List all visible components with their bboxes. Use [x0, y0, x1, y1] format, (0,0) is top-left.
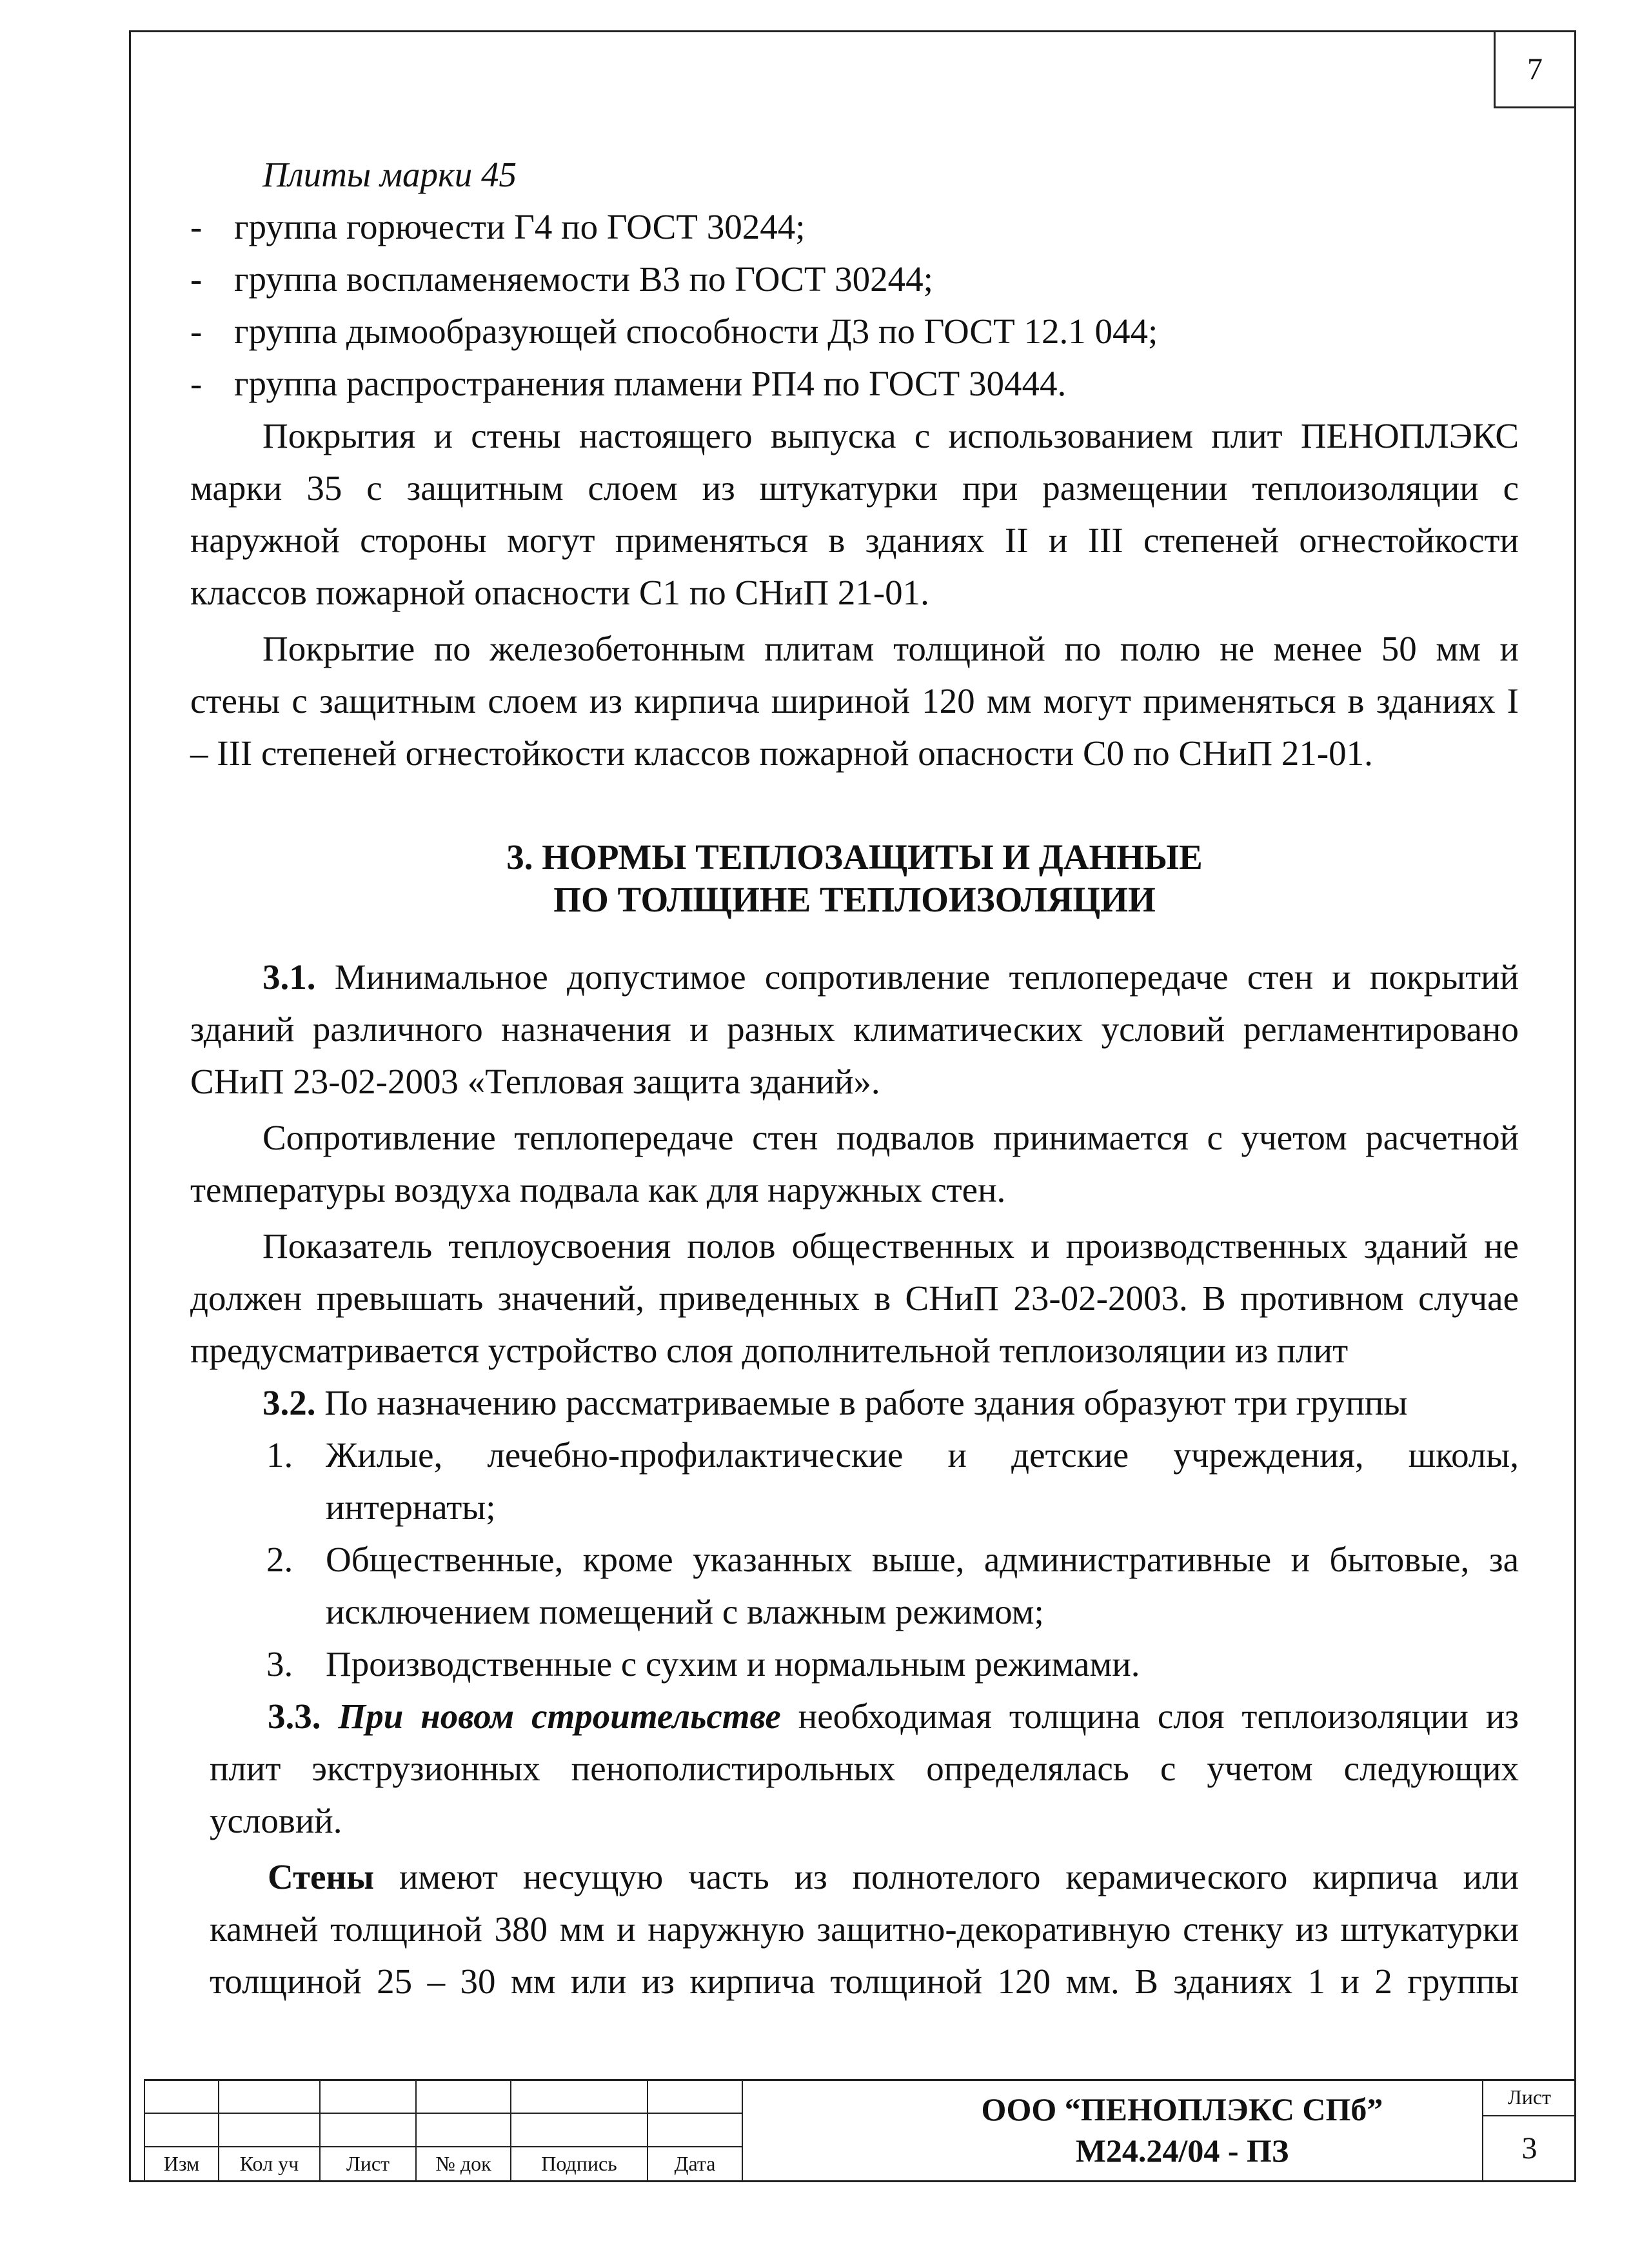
text-line: Показатель теплоусвоения полов общественных и производственных зданий не [262, 1226, 1519, 1266]
paragraph-3-2 [190, 1377, 1519, 1429]
text-line: условий. [210, 1801, 342, 1840]
emphasis-text: При новом строительстве [321, 1696, 781, 1736]
paragraph-basement [190, 1111, 1519, 1216]
text-line: Покрытия и стены настоящего выпуска с использованием плит ПЕНОПЛЭКС [262, 416, 1519, 455]
paragraph-3-1 [190, 951, 1519, 1108]
text-line: имеют несущую часть из полнотелого керамического кирпича или [374, 1857, 1519, 1896]
paragraph-walls [210, 1851, 1519, 2007]
col-header: Дата [648, 2147, 742, 2181]
text-line: наружной стороны могут применяться в зданиях II и III степеней огнестойкости [190, 521, 1519, 560]
text-line: стены с защитным слоем из кирпича шириной 120 мм могут применяться в зданиях I [190, 681, 1519, 721]
text-line: Общественные, кроме указанных выше, административные и бытовые, за [326, 1540, 1519, 1579]
text-line: СНиП 23-02-2003 «Тепловая защита зданий». [190, 1062, 880, 1101]
list-item [190, 1533, 1519, 1586]
col-header: Подпись [511, 2147, 648, 2181]
text-line: Минимальное допустимое сопротивление теплопередаче стен и покрытий [315, 957, 1519, 997]
groups-list [190, 1429, 1519, 1690]
clause-number: 3.3. [268, 1696, 321, 1736]
paragraph-floors [190, 1220, 1519, 1377]
text-line: необходимая толщина слоя теплоизоляции из [780, 1696, 1519, 1736]
list-number: 3. [266, 1644, 293, 1684]
text-line: По назначению рассматриваемые в работе здания образуют три группы [315, 1383, 1408, 1422]
list-number: 2. [266, 1540, 293, 1579]
text-line: Производственные с сухим и нормальным режимами. [326, 1644, 1140, 1684]
text-line: камней толщиной 380 мм и наружную защитно-декоративную стенку из штукатурки [210, 1909, 1519, 1949]
bold-term: Стены [268, 1857, 375, 1896]
text-line: предусматривается устройство слоя дополнительной теплоизоляции из плит [190, 1331, 1349, 1370]
text-line: плит экструзионных пенополистирольных определялась с учетом следующих [210, 1749, 1519, 1788]
text-line: классов пожарной опасности С1 по СНиП 21-01. [190, 573, 929, 612]
list-item: - группа распространения пламени РП4 по ГОСТ 30444. [190, 364, 1067, 403]
col-header: Кол уч [219, 2147, 320, 2181]
paragraph-concrete [190, 622, 1519, 779]
bullet-list [190, 201, 1519, 410]
section-title [190, 836, 1519, 921]
title-block [144, 2079, 1576, 2180]
text-line: – III степеней огнестойкости классов пожарной опасности С0 по СНиП 21-01. [190, 733, 1373, 773]
text-line: марки 35 с защитным слоем из штукатурки при размещении теплоизоляции с [190, 468, 1519, 508]
list-item: - группа горючести Г4 по ГОСТ 30244; [190, 207, 806, 246]
organization-label [882, 2079, 1482, 2180]
text-line: Жилые, лечебно-профилактические и детские учреждения, школы, [326, 1435, 1519, 1475]
text-line: температуры воздуха подвала как для наружных стен. [190, 1170, 1006, 1209]
clause-number: 3.1. [262, 957, 316, 997]
text-line: зданий различного назначения и разных климатических условий регламентировано [190, 1010, 1519, 1049]
paragraph-3-3 [210, 1690, 1519, 1847]
col-header: № док [416, 2147, 511, 2181]
col-header: Изм [144, 2147, 219, 2181]
text-line: интернаты; [326, 1487, 496, 1527]
text-line: исключением помещений с влажным режимом; [326, 1592, 1044, 1631]
section-title-line: 3. НОРМЫ ТЕПЛОЗАЩИТЫ И ДАННЫЕ [506, 837, 1203, 877]
list-item [190, 1638, 1519, 1690]
sheet-number: 7 [1494, 32, 1574, 108]
revision-table [144, 2079, 743, 2182]
sheet-cell [1482, 2079, 1576, 2180]
list-item [190, 1429, 1519, 1481]
sheet-value: 3 [1521, 2131, 1537, 2165]
document-code: М24.24/04 - ПЗ [1075, 2132, 1289, 2169]
sheet-label: Лист [1483, 2079, 1576, 2116]
text-line: Сопротивление теплопередаче стен подвалов принимается с учетом расчетной [262, 1118, 1519, 1157]
text-line: должен превышать значений, приведенных в СНиП 23-02-2003. В противном случае [190, 1278, 1519, 1318]
organization-name: ООО “ПЕНОПЛЭКС СПб” [981, 2091, 1383, 2127]
list-number: 1. [266, 1435, 293, 1475]
list-item: - группа дымообразующей способности Д3 по ГОСТ 12.1 044; [190, 312, 1158, 351]
paragraph-coatings [190, 410, 1519, 619]
text-line: толщиной 25 – 30 мм или из кирпича толщиной 120 мм. В зданиях 1 и 2 группы [210, 1962, 1519, 2001]
list-item: - группа воспламеняемости В3 по ГОСТ 30244; [190, 259, 933, 299]
brand-heading: Плиты марки 45 [262, 155, 517, 194]
section-title-line: ПО ТОЛЩИНЕ ТЕПЛОИЗОЛЯЦИИ [553, 880, 1156, 919]
text-line: Покрытие по железобетонным плитам толщиной по полю не менее 50 мм и [262, 629, 1519, 668]
clause-number: 3.2. [262, 1383, 316, 1422]
col-header: Лист [320, 2147, 416, 2181]
document-body [190, 148, 1519, 2007]
